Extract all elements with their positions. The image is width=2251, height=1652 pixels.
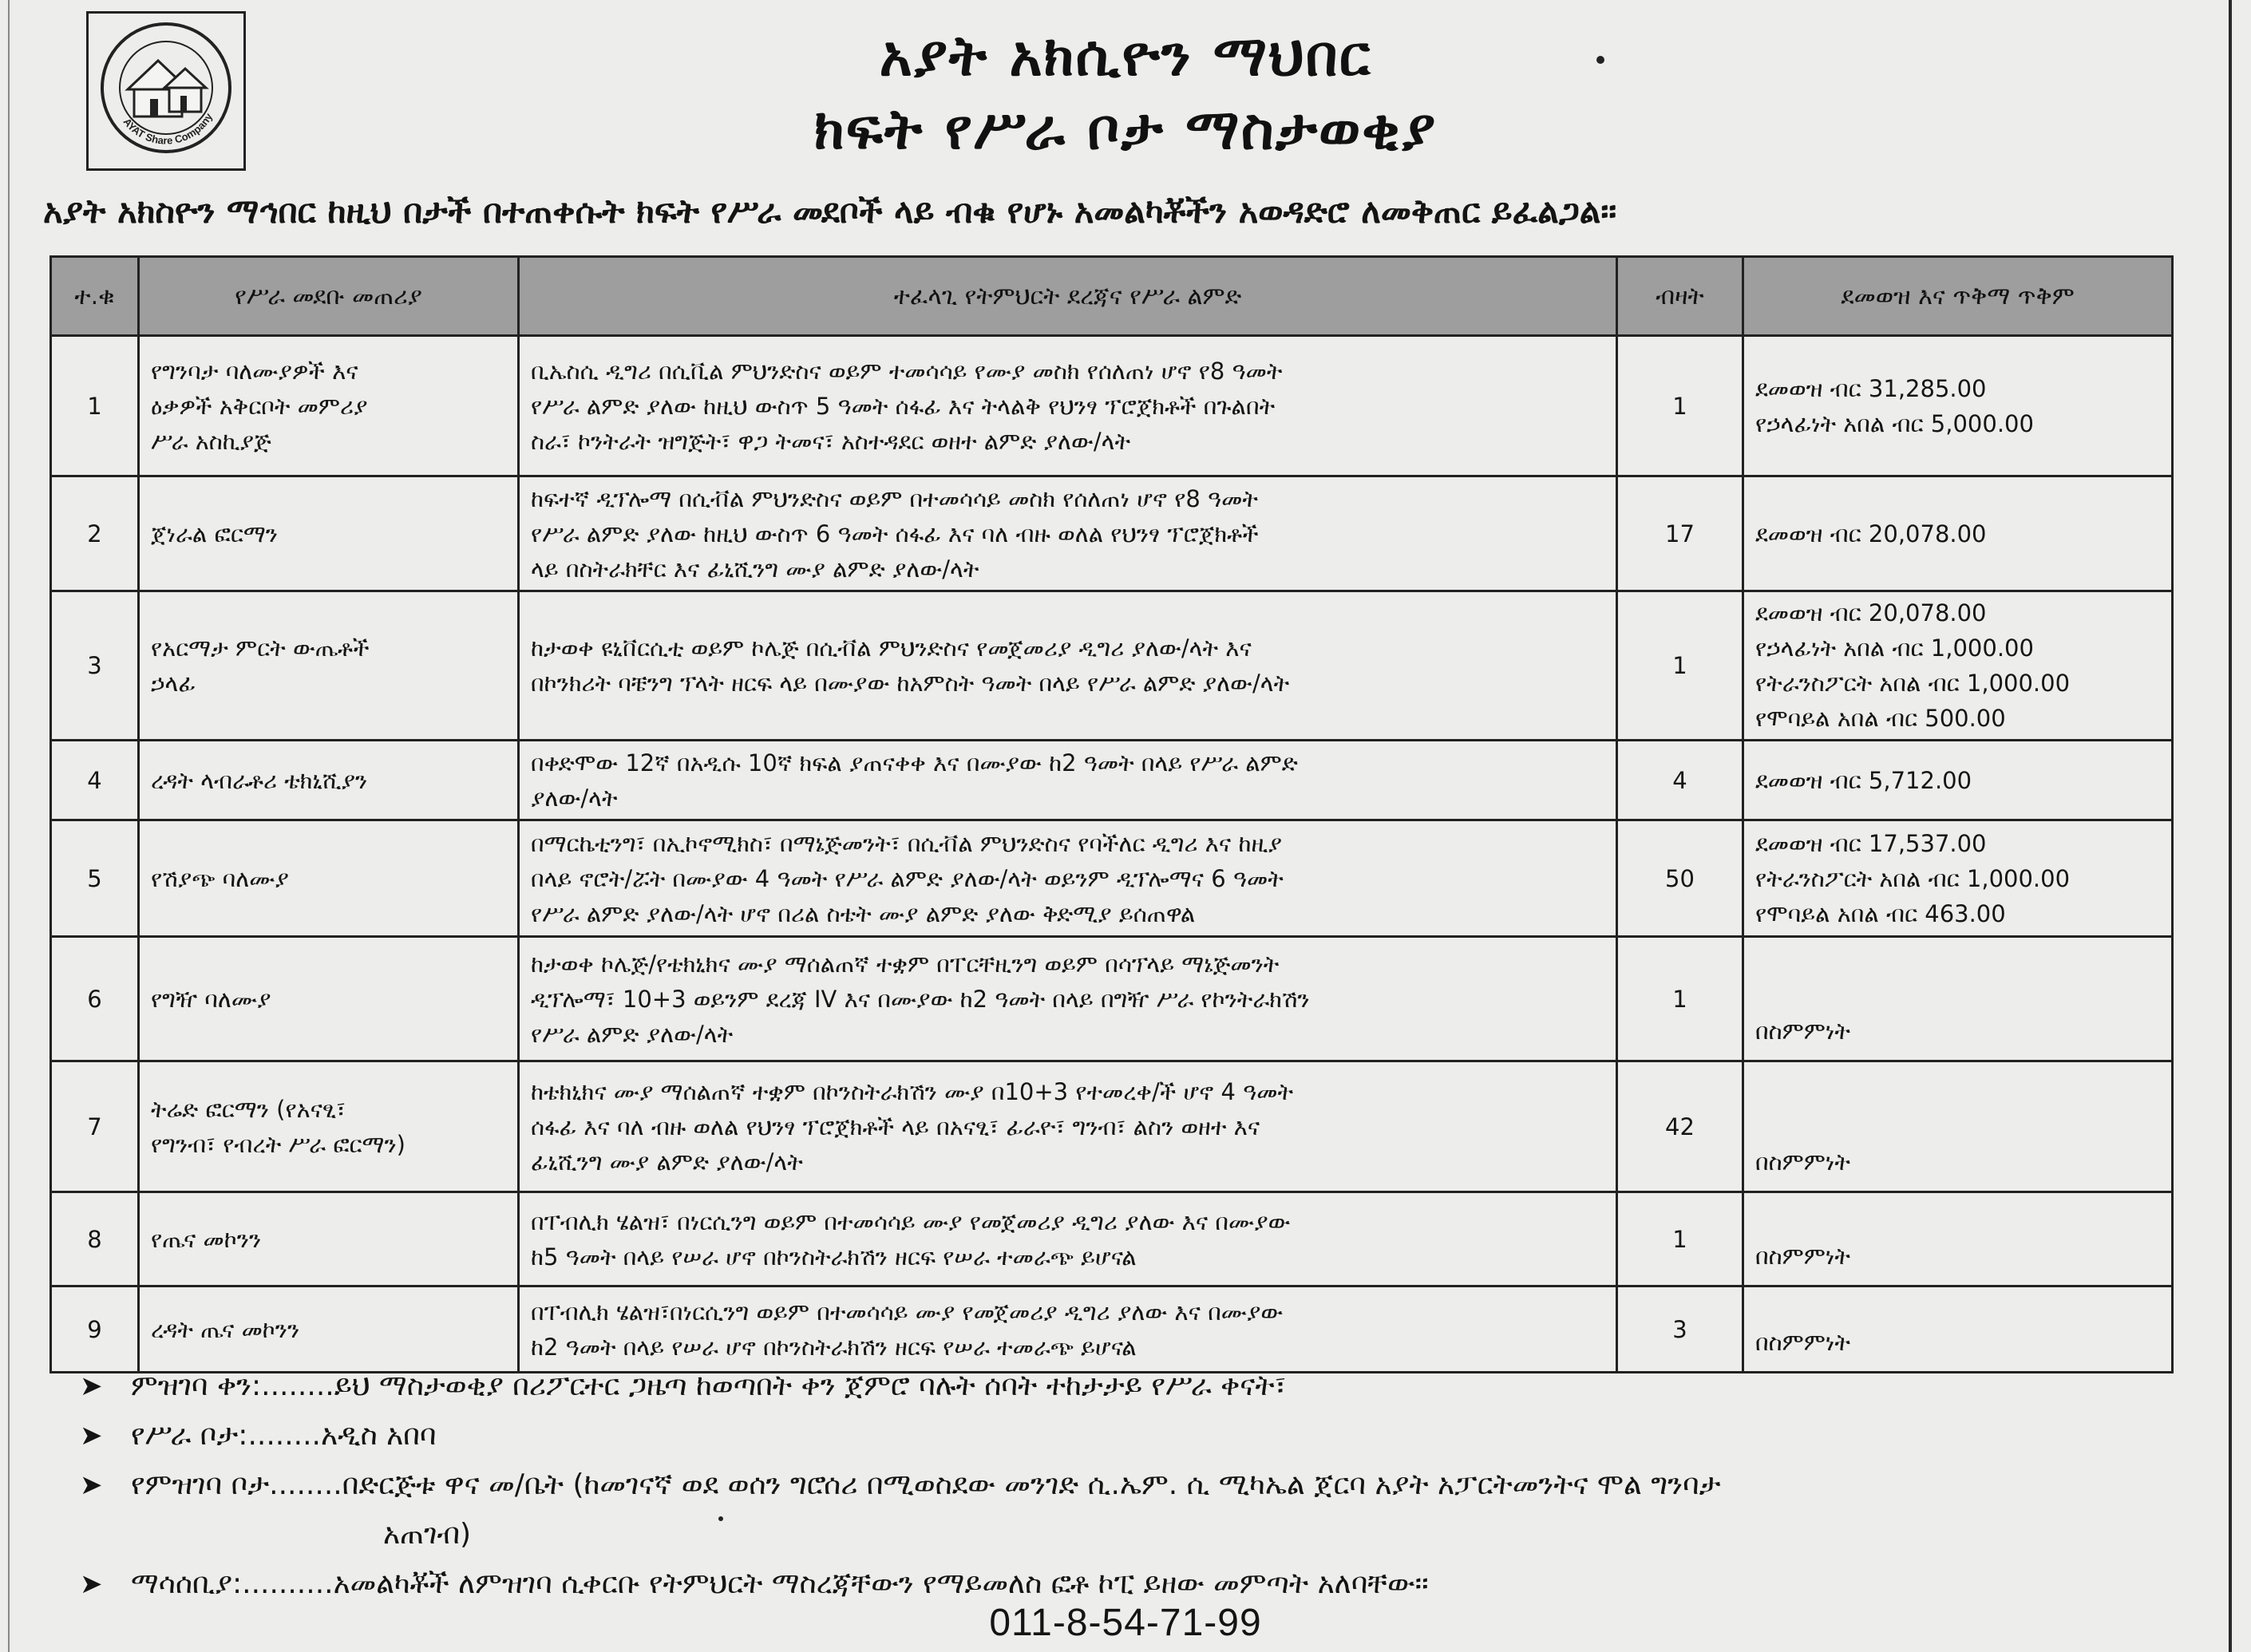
cell-count: 4 — [1617, 741, 1743, 820]
cell-position-title — [139, 741, 519, 820]
cell-number: 5 — [51, 820, 139, 937]
requirement-line: ስራ፣ ኮንትራት ዝግጅት፣ ዋጋ ትመና፣ አስተዳደር ወዘተ ልምድ ያለው/ላት — [531, 427, 1131, 455]
cell-requirements — [519, 937, 1617, 1061]
position-title-line: ትሬድ ፎርማን (የአናፂ፣ — [151, 1095, 346, 1123]
position-title-line: ዕቃዎች አቅርቦት መምሪያ — [151, 392, 368, 420]
position-title-line: የግንብ፣ የብረት ሥራ ፎርማን) — [151, 1130, 405, 1158]
position-title-line: የጤና መኮንን — [151, 1225, 262, 1253]
cell-salary — [1743, 336, 2173, 476]
cell-salary — [1743, 1061, 2173, 1192]
note-label: የሥራ ቦታ: — [131, 1419, 248, 1452]
cell-position-title — [139, 476, 519, 591]
requirement-line: የሥራ ልምድ ያለው/ላት ሆኖ በሪል ስቴት ሙያ ልምድ ያለው ቅድሚያ ይሰጠዋል — [531, 899, 1196, 927]
phone-number: 011-8-54-71-99 — [989, 1602, 1262, 1644]
note-text: ........ይህ ማስታወቂያ በሪፖርተር ጋዜጣ ከወጣበት ቀን ጀምሮ ባሉት ሰባት ተከታታይ የሥራ ቀናት፣ — [261, 1369, 1287, 1402]
salary-line: የትራንስፖርት አበል ብር 1,000.00 — [1755, 864, 2071, 892]
salary-line: በስምምነት — [1755, 1329, 1850, 1356]
salary-line: በስምምነት — [1755, 1018, 1850, 1045]
requirement-line: በቀድሞው 12ኛ በአዲሱ 10ኛ ክፍል ያጠናቀቀ እና በሙያው ከ2 ዓመት በላይ የሥራ ልምድ — [531, 749, 1298, 777]
position-title-line: ረዳት ላብራቶሪ ቴክኒሺያን — [151, 766, 368, 794]
requirement-line: በፐብሊክ ሄልዝ፣በነርሲንግ ወይም በተመሳሳይ ሙያ የመጀመሪያ ዲግሪ ያለው እና በሙያው — [531, 1298, 1284, 1326]
col-header-no: ተ.ቁ — [51, 257, 139, 336]
requirement-line: ከፍተኛ ዲፕሎማ በሲቭል ምህንድስና ወይም በተመሳሳይ መስክ የሰለጠነ ሆኖ የ8 ዓመት — [531, 484, 1258, 512]
salary-line: ደመወዝ ብር 17,537.00 — [1755, 829, 1987, 857]
note-text: ..........አመልካቾች ለምዝገባ ሲቀርቡ የትምህርት ማስረጃቸውን የማይመለስ ፎቶ ኮፒ ይዘው መምጣት አለባቸው፡፡ — [242, 1567, 1429, 1600]
page-edge-left — [8, 0, 10, 1652]
cell-requirements — [519, 741, 1617, 820]
salary-line: በስምምነት — [1755, 1243, 1850, 1270]
cell-number: 9 — [51, 1286, 139, 1373]
vacancy-table — [49, 255, 2174, 1373]
cell-count: 17 — [1617, 476, 1743, 591]
col-header-title: የሥራ መደቡ መጠሪያ — [139, 257, 519, 336]
cell-salary — [1743, 476, 2173, 591]
cell-requirements — [519, 476, 1617, 591]
position-title-line: የሽያጭ ባለሙያ — [151, 864, 289, 892]
requirement-line: ከ2 ዓመት በላይ የሠራ ሆኖ በኮንስትራክሽን ዘርፍ የሠራ ተመራጭ ይሆናል — [531, 1333, 1137, 1361]
position-title-line: ኃላፊ — [151, 670, 196, 697]
table-row — [51, 476, 2173, 591]
cell-requirements — [519, 1192, 1617, 1286]
notes-section — [80, 1362, 1721, 1609]
salary-line: በስምምነት — [1755, 1148, 1850, 1176]
requirement-line: ላይ በስትራክቸር እና ፊኒሺንግ ሙያ ልምድ ያለው/ላት — [531, 555, 979, 583]
cell-salary — [1743, 591, 2173, 741]
cell-number: 6 — [51, 937, 139, 1061]
table-row — [51, 1286, 2173, 1373]
cell-count: 42 — [1617, 1061, 1743, 1192]
salary-line: የሞባይል አበል ብር 463.00 — [1755, 899, 2006, 927]
note-registration-date — [80, 1362, 1721, 1411]
cell-number: 2 — [51, 476, 139, 591]
cell-position-title — [139, 937, 519, 1061]
position-title-line: ረዳት ጤና መኮንን — [151, 1315, 300, 1343]
requirement-line: በኮንክሪት ባቼንግ ፕላት ዘርፍ ላይ በሙያው ከአምስት ዓመት በላይ የሥራ ልምድ ያለው/ላት — [531, 670, 1290, 697]
cell-count: 1 — [1617, 591, 1743, 741]
arrow-bullet-icon: ➤ — [80, 1420, 103, 1452]
cell-salary — [1743, 1286, 2173, 1373]
cell-requirements — [519, 336, 1617, 476]
requirement-line: ዲፕሎማ፣ 10+3 ወይንም ደረጃ IV እና በሙያው ከ2 ዓመት በላይ በግዥ ሥራ የኮንትራክሽን — [531, 985, 1310, 1013]
note-label: ምዝገባ ቀን: — [131, 1369, 262, 1402]
logo-text: AYAT Share Company — [121, 111, 216, 147]
table-row — [51, 1192, 2173, 1286]
table-row — [51, 937, 2173, 1061]
table-row — [51, 820, 2173, 937]
cell-position-title — [139, 820, 519, 937]
requirement-line: ከ5 ዓመት በላይ የሠራ ሆኖ በኮንስትራክሽን ዘርፍ የሠራ ተመራጭ ይሆናል — [531, 1243, 1137, 1271]
requirement-line: በላይ ኖሮት/ሯት በሙያው 4 ዓመት የሥራ ልምድ ያለው/ላት ወይንም ዲፕሎማና 6 ዓመት — [531, 864, 1284, 892]
salary-line: የኃላፊነት አበል ብር 1,000.00 — [1755, 634, 2034, 662]
requirement-line: ቢኤስሲ ዲግሪ በሲቪል ምህንድስና ወይም ተመሳሳይ የሙያ መስክ የሰለጠነ ሆኖ የ8 ዓመት — [531, 357, 1283, 385]
requirement-line: ፊኒሺንግ ሙያ ልምድ ያለው/ላት — [531, 1148, 803, 1176]
cell-number: 7 — [51, 1061, 139, 1192]
salary-line: የትራንስፖርት አበል ብር 1,000.00 — [1755, 670, 2071, 697]
cell-requirements — [519, 820, 1617, 937]
requirement-line: ሰፋፊ እና ባለ ብዙ ወለል የህንፃ ፕሮጀክቶች ላይ በአናፂ፣ ፊራዮ፣ ግንብ፣ ልስን ወዘተ እና — [531, 1113, 1260, 1140]
note-registration-place-cont — [80, 1510, 1721, 1559]
cell-count: 3 — [1617, 1286, 1743, 1373]
salary-line: ደመወዝ ብር 31,285.00 — [1755, 374, 1987, 402]
print-speck — [1596, 56, 1604, 64]
cell-requirements — [519, 1061, 1617, 1192]
note-work-place — [80, 1411, 1721, 1460]
arrow-bullet-icon: ➤ — [80, 1568, 103, 1600]
table-header-row — [51, 257, 2173, 336]
note-label: የምዝገባ ቦታ — [131, 1468, 270, 1501]
table-row — [51, 591, 2173, 741]
cell-salary — [1743, 741, 2173, 820]
position-title-line: የግንባታ ባለሙያዎች እና — [151, 357, 358, 385]
cell-count: 50 — [1617, 820, 1743, 937]
requirement-line: የሥራ ልምድ ያለው/ላት — [531, 1020, 734, 1048]
cell-salary — [1743, 820, 2173, 937]
page-subtitle: ክፍት የሥራ ቦታ ማስታወቂያ — [813, 96, 1438, 162]
position-title-line: የግዥ ባለሙያ — [151, 985, 271, 1013]
salary-line: የኃላፊነት አበል ብር 5,000.00 — [1755, 409, 2034, 437]
position-title-line: ጀነራል ፎርማን — [151, 520, 278, 547]
cell-requirements — [519, 1286, 1617, 1373]
col-header-count: ብዛት — [1617, 257, 1743, 336]
table-row — [51, 1061, 2173, 1192]
col-header-salary: ደመወዝ እና ጥቅማ ጥቅም — [1743, 257, 2173, 336]
cell-position-title — [139, 1286, 519, 1373]
cell-number: 4 — [51, 741, 139, 820]
cell-salary — [1743, 937, 2173, 1061]
requirement-line: ከታወቀ ኮሌጅ/የቴክኒክና ሙያ ማሰልጠኛ ተቋም በፐርቸዚንግ ወይም በሳፕላይ ማኔጅመንት — [531, 950, 1280, 978]
requirement-line: ከታወቀ ዩኒቨርሲቲ ወይም ኮሌጅ በሲቭል ምህንድስና የመጀመሪያ ዲግሪ ያለው/ላት እና — [531, 634, 1252, 662]
cell-position-title — [139, 336, 519, 476]
note-text: አጠገብ) — [383, 1518, 472, 1551]
cell-position-title — [139, 591, 519, 741]
arrow-bullet-icon: ➤ — [80, 1370, 103, 1402]
cell-requirements — [519, 591, 1617, 741]
cell-count: 1 — [1617, 937, 1743, 1061]
cell-number: 8 — [51, 1192, 139, 1286]
cell-number: 1 — [51, 336, 139, 476]
requirement-line: የሥራ ልምድ ያለው ከዚህ ውስጥ 6 ዓመት ሰፋፊ እና ባለ ብዙ ወለል የህንፃ ፕሮጀክቶች — [531, 520, 1259, 547]
position-title-line: የአርማታ ምርት ውጤቶች — [151, 634, 370, 662]
position-title-line: ሥራ አስኪያጅ — [151, 427, 271, 455]
requirement-line: በማርኬቲንግ፣ በኢኮኖሚክስ፣ በማኔጅመንት፣ በሲቭል ምህንድስና የባችለር ዲግሪ እና ከዚያ — [531, 829, 1282, 857]
cell-salary — [1743, 1192, 2173, 1286]
note-text: ........በድርጅቱ ዋና መ/ቤት (ከመገናኛ ወደ ወሰን ግሮሰሪ በሚወስደው መንገድ ሲ.ኤም. ሲ ሚካኤል ጀርባ አያት አፓርትመንትና ሞል ግንባታ — [269, 1468, 1721, 1501]
salary-line: ደመወዝ ብር 5,712.00 — [1755, 766, 1972, 794]
arrow-bullet-icon: ➤ — [80, 1469, 103, 1501]
requirement-line: የሥራ ልምድ ያለው ከዚህ ውስጥ 5 ዓመት ሰፋፊ እና ትላልቅ የህንፃ ፕሮጀክቶች በጉልበት — [531, 392, 1276, 420]
cell-position-title — [139, 1192, 519, 1286]
requirement-line: ያለው/ላት — [531, 784, 618, 812]
print-speck — [718, 1516, 723, 1521]
cell-position-title — [139, 1061, 519, 1192]
note-label: ማሳሰቢያ: — [131, 1567, 243, 1600]
col-header-requirements: ተፈላጊ የትምህርት ደረጃና የሥራ ልምድ — [519, 257, 1617, 336]
table-row — [51, 336, 2173, 476]
salary-line: የሞባይል አበል ብር 500.00 — [1755, 705, 2006, 732]
note-text: ........አዲስ አበባ — [247, 1419, 437, 1452]
cell-number: 3 — [51, 591, 139, 741]
note-registration-place — [80, 1460, 1721, 1510]
table-row — [51, 741, 2173, 820]
cell-count: 1 — [1617, 336, 1743, 476]
cell-count: 1 — [1617, 1192, 1743, 1286]
requirement-line: ከቴክኒክና ሙያ ማሰልጠኛ ተቋም በኮንስትራክሽን ሙያ በ10+3 የተመረቀ/ች ሆኖ 4 ዓመት — [531, 1077, 1294, 1105]
page-title: አያት አክሲዮን ማህበር — [879, 22, 1372, 89]
page-edge-right — [2229, 0, 2232, 1652]
requirement-line: በፐብሊክ ሄልዝ፣ በነርሲንግ ወይም በተመሳሳይ ሙያ የመጀመሪያ ዲግሪ ያለው እና በሙያው — [531, 1207, 1291, 1235]
intro-text: አያት አክስዮን ማኅበር ከዚህ በታች በተጠቀሱት ክፍት የሥራ መደቦች ላይ ብቁ የሆኑ አመልካቾችን አወዳድሮ ለመቅጠር ይፈልጋል፡፡ — [43, 192, 1617, 231]
salary-line: ደመወዝ ብር 20,078.00 — [1755, 520, 1987, 547]
salary-line: ደመወዝ ብር 20,078.00 — [1755, 599, 1987, 626]
